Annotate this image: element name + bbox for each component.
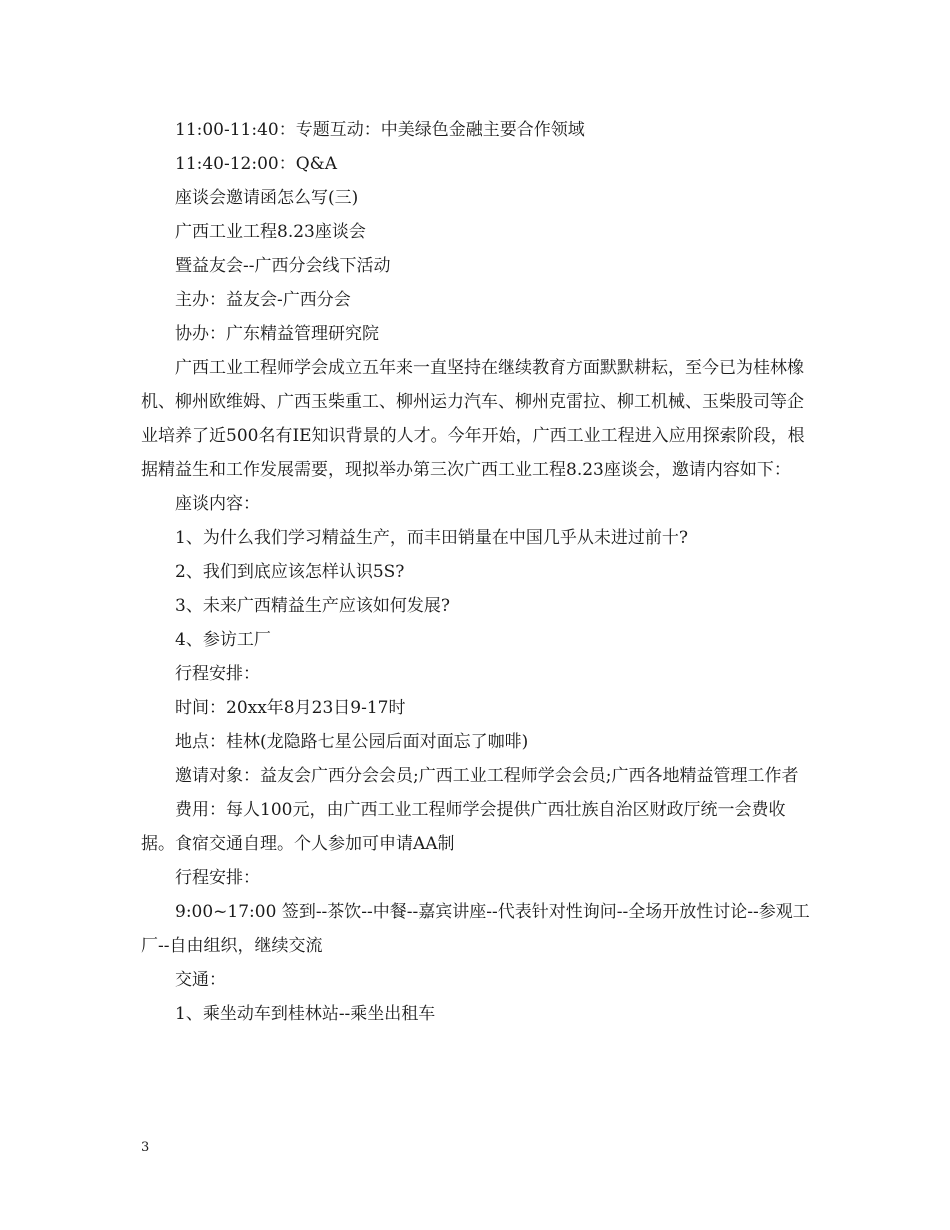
page-number: 3 [141, 1140, 150, 1155]
topic-item: 2、我们到底应该怎样认识5S? [175, 562, 405, 582]
document-body [141, 113, 813, 1031]
event-title: 广西工业工程8.23座谈会 [175, 222, 366, 242]
topic-item: 3、未来广西精益生产应该如何发展? [175, 596, 450, 616]
agenda-line: 11:00-11:40：专题互动：中美绿色金融主要合作领域 [175, 120, 585, 140]
topic-item: 4、参访工厂 [175, 630, 271, 650]
section-heading: 座谈会邀请函怎么写(三) [175, 188, 359, 208]
schedule-heading: 行程安排： [175, 868, 260, 888]
transport-item: 1、乘坐动车到桂林站--乘坐出租车 [175, 1004, 436, 1024]
event-subtitle: 暨益友会--广西分会线下活动 [175, 256, 391, 276]
intro-paragraph: 广西工业工程师学会成立五年来一直坚持在继续教育方面默默耕耘，至今已为桂林橡机、柳州欧维姆、广西玉柴重工、柳州运力汽车、柳州克雷拉、柳工机械、玉柴股司等企业培养了近500名有IE知识背景的人才。今年开始，广西工业工程进入应用探索阶段，根据精益生和工作发展需要，现拟举办第三次广西工业工程8.23座谈会，邀请内容如下： [141, 358, 805, 480]
topic-item: 1、为什么我们学习精益生产，而丰田销量在中国几乎从未进过前十? [175, 528, 688, 548]
agenda-line: 11:40-12:00：Q&A [175, 154, 338, 174]
time-line: 时间：20xx年8月23日9-17时 [175, 698, 406, 718]
schedule-heading: 行程安排： [175, 664, 260, 684]
fee-paragraph: 费用：每人100元，由广西工业工程师学会提供广西壮族自治区财政厅统一会费收据。食宿交通自理。个人参加可申请AA制 [141, 800, 786, 854]
schedule-paragraph: 9:00~17:00 签到--茶饮--中餐--嘉宾讲座--代表针对性询问--全场开放性讨论--参观工厂--自由组织，继续交流 [141, 902, 810, 956]
co-organizer-line: 协办：广东精益管理研究院 [175, 324, 379, 344]
topics-heading: 座谈内容： [175, 494, 260, 514]
invitees-paragraph: 邀请对象：益友会广西分会会员;广西工业工程师学会会员;广西各地精益管理工作者 [175, 766, 799, 786]
transport-heading: 交通： [175, 970, 226, 990]
organizer-line: 主办：益友会-广西分会 [175, 290, 351, 310]
location-line: 地点：桂林(龙隐路七星公园后面对面忘了咖啡) [175, 732, 529, 752]
